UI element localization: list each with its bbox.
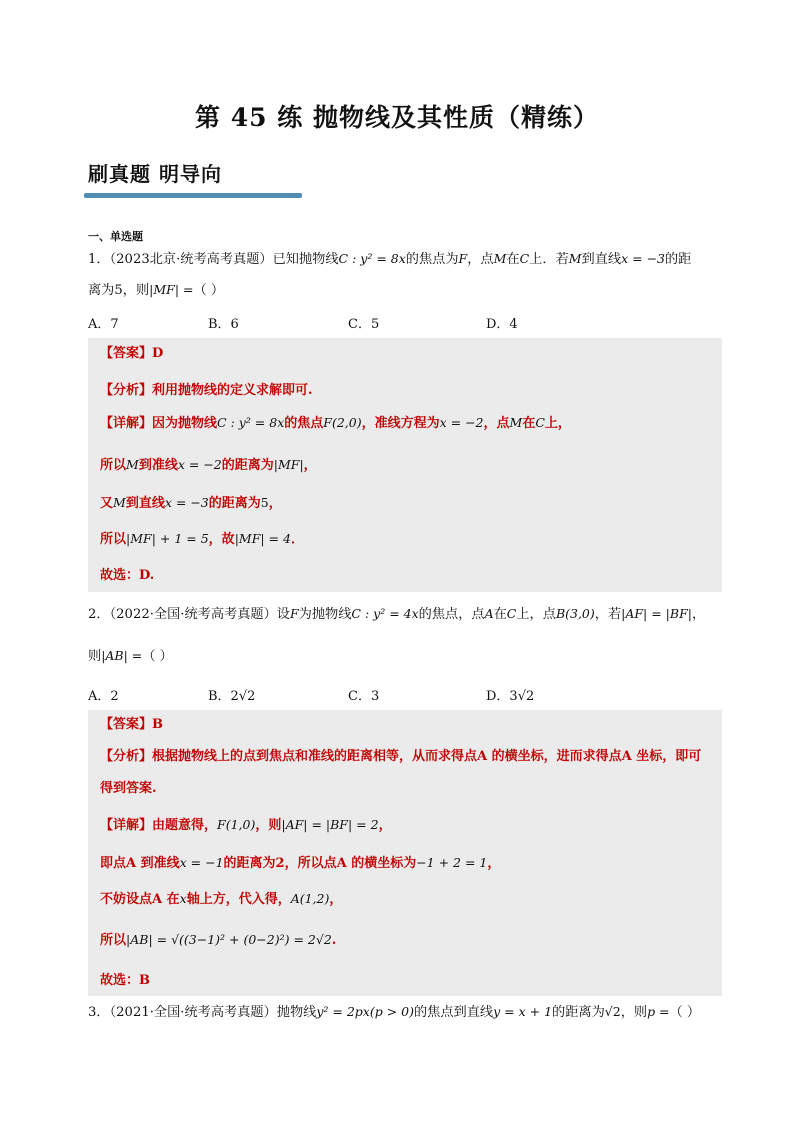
option-b: B．6 (208, 317, 239, 332)
question-2-line-1 (88, 605, 705, 624)
option-d: D．3√2 (486, 689, 535, 704)
option-d: D．4 (486, 317, 518, 332)
formula: p = (647, 1004, 670, 1019)
text: 在 (493, 607, 507, 622)
text: ， (487, 856, 501, 871)
formula: C (535, 415, 545, 430)
formula: x = −2 (177, 457, 222, 472)
option-b: B．2√2 (208, 689, 256, 704)
formula: B(3,0) (555, 606, 595, 621)
detail-line-4 (100, 931, 336, 950)
detail-tag: 【详解】 (100, 416, 153, 431)
text: ， (268, 496, 282, 511)
text: 所以 (100, 933, 127, 948)
option-c: C．3 (348, 689, 380, 704)
analysis-tag: 【分析】 (100, 749, 153, 764)
option-a: A．7 (88, 317, 119, 332)
text: 上．若 (529, 252, 569, 267)
text: 即点A 到准线 (100, 856, 180, 871)
formula: A (484, 606, 494, 621)
text: 到准线 (138, 458, 178, 473)
text: ，若 (594, 607, 622, 622)
text: . (331, 933, 337, 948)
option-a: A．2 (88, 689, 119, 704)
text: 在 (506, 252, 520, 267)
formula: |AF| = |BF| (621, 606, 692, 621)
formula: 5 (260, 495, 269, 510)
text: 的距离为 (208, 496, 261, 511)
formula: x = −1 (179, 855, 224, 870)
formula: x = −3 (164, 495, 209, 510)
formula: C : y² = 4x (351, 606, 419, 621)
text: （ ） (669, 1005, 701, 1020)
text: 不妨设点A 在 (100, 892, 180, 907)
text: 轴上方，代入得， (186, 892, 291, 907)
text: 的焦点到直线 (414, 1005, 494, 1020)
text: 3．（2021·全国·统考高考真题）抛物线 (88, 1005, 317, 1020)
option-c: C．5 (348, 317, 380, 332)
formula: C (519, 251, 530, 266)
formula: F (289, 606, 299, 621)
answer-tag: 【答案】 (100, 346, 153, 361)
text: ， (378, 818, 392, 833)
text: 上，点 (516, 607, 556, 622)
detail-line-3 (100, 890, 342, 909)
analysis-text: 根据抛物线上的点到焦点和准线的距离相等，从而求得点A 的横坐标，进而求得点A 坐标，即可 (152, 749, 702, 764)
answer-box-2 (88, 710, 722, 996)
text: 在 (522, 416, 536, 431)
formula: |MF| + 1 = 5 (126, 531, 209, 546)
formula: C (506, 606, 517, 621)
text: 因为抛物线 (152, 416, 218, 431)
analysis-line (100, 382, 313, 400)
text: 的焦点 (284, 416, 324, 431)
formula: F(1,0) (217, 817, 256, 832)
text: 的焦点为 (405, 252, 459, 267)
formula: C : y² = 8x (217, 415, 285, 430)
text: ， (303, 458, 317, 473)
section-underline (84, 193, 302, 198)
question-2-options (88, 685, 728, 703)
text: 的距离为 (221, 458, 274, 473)
text: ，准线方程为 (361, 416, 440, 431)
question-1-line-1 (88, 250, 691, 269)
text: 到直线 (125, 496, 165, 511)
text: 的距 (665, 252, 692, 267)
question-3-line-1 (88, 1003, 700, 1022)
answer-value: D (152, 346, 164, 361)
formula: M (509, 415, 523, 430)
formula: M (113, 495, 126, 510)
formula: x = −2 (439, 415, 484, 430)
part-heading: 一、单选题 (88, 230, 143, 243)
formula: M (126, 457, 139, 472)
formula: M (493, 251, 507, 266)
formula: |AF| = |BF| = 2 (281, 817, 379, 832)
detail-line-3 (100, 494, 282, 513)
detail-line-1 (100, 414, 571, 433)
answer-tag: 【答案】 (100, 717, 153, 732)
formula: |AB| = (101, 648, 143, 663)
text: ，点 (467, 252, 494, 267)
formula: y² = 2px(p > 0) (316, 1004, 414, 1019)
text: 的焦点，点 (418, 607, 485, 622)
formula: −1 + 2 = 1 (416, 855, 488, 870)
text: 1．（2023北京·统考高考真题）已知抛物线 (88, 252, 339, 267)
formula: F (458, 251, 468, 266)
formula: |MF| (273, 457, 304, 472)
formula: x = −3 (621, 251, 665, 266)
formula: |MF| = (149, 282, 194, 297)
answer-line (100, 716, 163, 734)
analysis-tag: 【分析】 (100, 383, 153, 398)
text: 的距离为2，所以点A 的横坐标为 (223, 856, 417, 871)
answer-value: B (152, 717, 164, 732)
choose-line: 故选：B (100, 973, 150, 988)
formula: M (568, 251, 582, 266)
page-title: 第 45 练 抛物线及其性质（精练） (195, 103, 599, 132)
text: ，故 (208, 532, 235, 547)
text: 由题意得， (152, 818, 218, 833)
text: 到直线 (581, 252, 622, 267)
text: 为抛物线 (298, 607, 352, 622)
formula: A(1,2) (290, 891, 330, 906)
detail-line-1 (100, 816, 392, 835)
answer-line (100, 345, 163, 363)
formula: x (179, 891, 187, 906)
detail-line-2 (100, 456, 317, 475)
formula: y = x + 1 (493, 1004, 553, 1019)
text: 则 (88, 649, 102, 664)
text: 又 (100, 496, 114, 511)
text: ，则 (620, 1005, 648, 1020)
formula: |MF| = 4 (234, 531, 291, 546)
question-1-options (88, 313, 728, 331)
text: 离为5，则 (88, 283, 150, 298)
text: ，点 (483, 416, 510, 431)
section-heading: 刷真题 明导向 (88, 162, 222, 186)
analysis-line-1 (100, 748, 701, 766)
analysis-line-2: 得到答案. (100, 781, 157, 796)
text: 所以 (100, 532, 127, 547)
text: 的距离为 (552, 1005, 605, 1020)
choose-line: 故选：D. (100, 568, 155, 583)
text: 2．（2022·全国·统考高考真题）设 (88, 607, 290, 622)
text: ，则 (255, 818, 282, 833)
text: 上， (544, 416, 571, 431)
formula: C : y² = 8x (338, 251, 406, 266)
question-2-line-2 (88, 647, 173, 666)
text: 所以 (100, 458, 127, 473)
text: ， (329, 892, 343, 907)
question-1-line-2 (88, 281, 224, 300)
analysis-text: 利用抛物线的定义求解即可. (152, 383, 313, 398)
text: ． (290, 532, 304, 547)
formula: |AB| = √((3−1)² + (0−2)²) = 2√2 (126, 932, 332, 947)
text: （ ） (193, 283, 225, 298)
detail-tag: 【详解】 (100, 818, 153, 833)
formula: F(2,0) (323, 415, 362, 430)
formula: √2 (604, 1004, 621, 1019)
detail-line-2 (100, 854, 500, 873)
answer-box-1 (88, 338, 722, 592)
text: （ ） (142, 649, 173, 664)
detail-line-4 (100, 530, 304, 549)
text: ， (691, 607, 706, 622)
